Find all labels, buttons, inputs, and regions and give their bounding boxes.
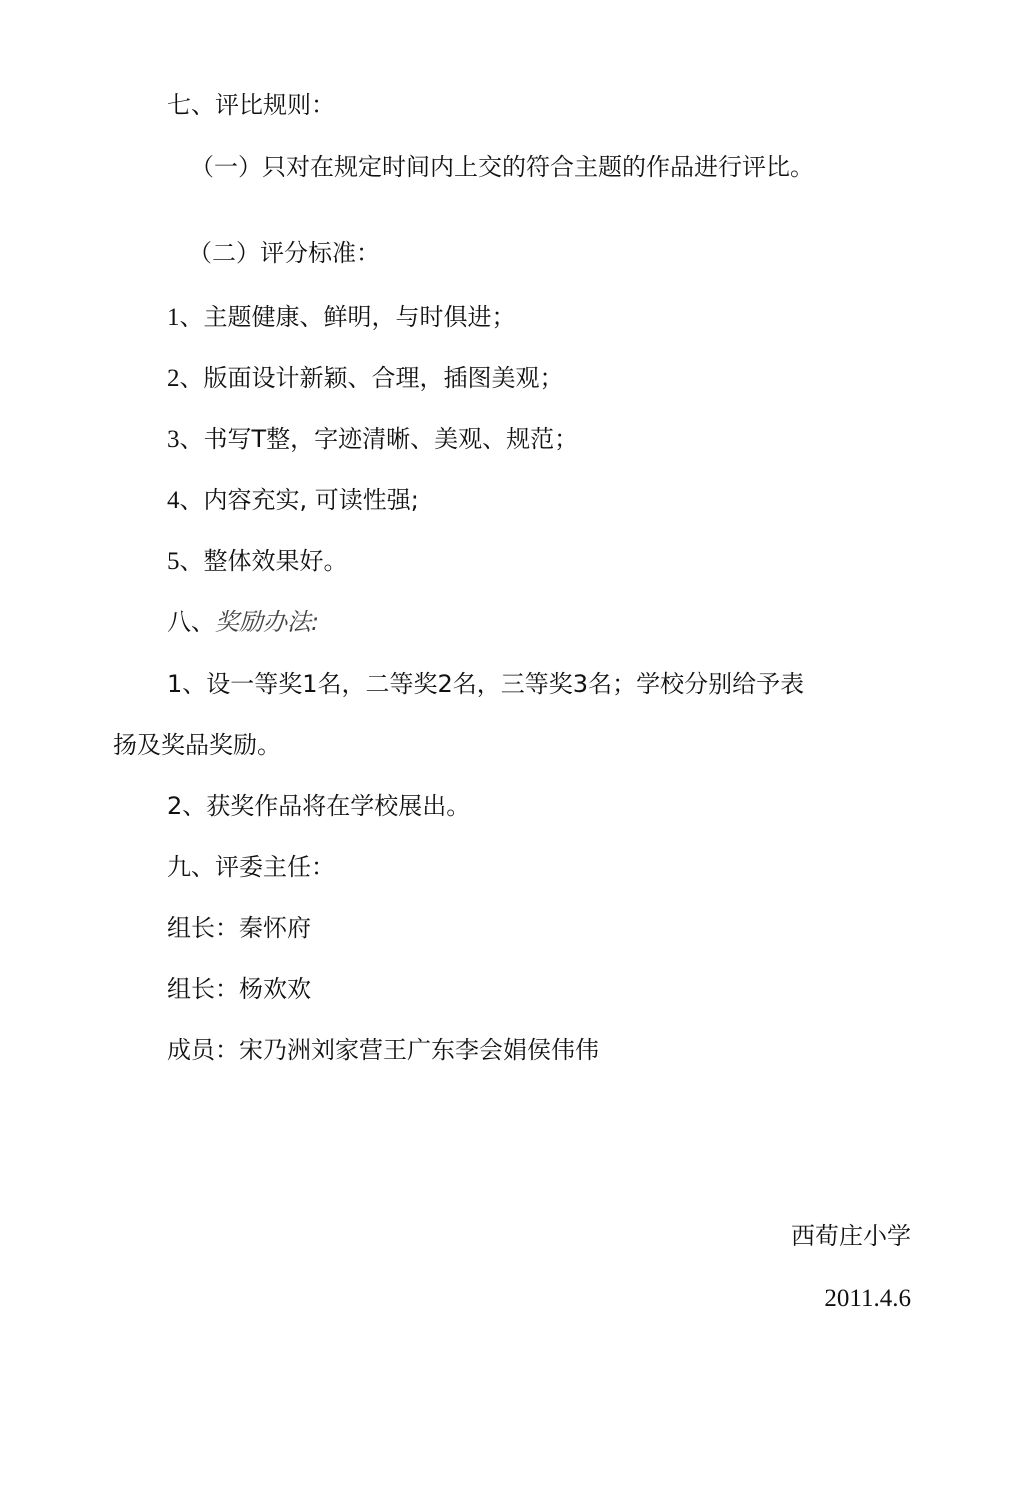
rewards-heading xyxy=(167,610,319,634)
criterion-1 xyxy=(167,305,516,330)
criterion-4 xyxy=(167,488,419,513)
criterion-separator: 、 xyxy=(179,486,204,514)
criterion-text: 内容充实, 可读性强; xyxy=(203,486,419,514)
rule-2-heading: （二）评分标准： xyxy=(188,239,380,267)
criterion-text: 整体效果好。 xyxy=(203,547,348,575)
criterion-separator: 、 xyxy=(179,303,204,331)
criterion-number: 4 xyxy=(167,487,180,514)
criterion-number: 1 xyxy=(167,304,180,331)
reward-1-line-2: 扬及奖品奖励。 xyxy=(113,731,281,759)
rewards-heading-prefix: 八、 xyxy=(167,608,215,636)
criterion-separator: 、 xyxy=(179,364,204,392)
criterion-text: 书写T整，字迹清晰、美观、规范； xyxy=(203,425,579,453)
reward-2: 2、获奖作品将在学校展出。 xyxy=(167,792,471,820)
criterion-text: 主题健康、鲜明，与时俱进； xyxy=(203,303,516,331)
rule-1: （一）只对在规定时间内上交的符合主题的作品进行评比。 xyxy=(190,153,814,181)
judges-heading: 九、评委主任： xyxy=(167,853,335,881)
criterion-number: 2 xyxy=(167,365,180,392)
criterion-number: 3 xyxy=(167,426,180,453)
criterion-separator: 、 xyxy=(179,425,204,453)
criterion-separator: 、 xyxy=(179,547,204,575)
leader-1: 组长：秦怀府 xyxy=(167,914,311,942)
rewards-heading-title: 奖励办法: xyxy=(215,608,320,636)
school-name: 西荀庄小学 xyxy=(791,1222,911,1250)
criterion-2 xyxy=(167,366,564,391)
criterion-3 xyxy=(167,427,578,452)
rules-heading: 七、评比规则： xyxy=(167,91,335,119)
document-date: 2011.4.6 xyxy=(824,1285,911,1312)
reward-1-line-1: 1、设一等奖1名，二等奖2名，三等奖3名；学校分别给予表 xyxy=(167,670,805,698)
leader-2: 组长：杨欢欢 xyxy=(167,975,311,1003)
criterion-text: 版面设计新颖、合理，插图美观； xyxy=(203,364,564,392)
criterion-number: 5 xyxy=(167,548,180,575)
members: 成员：宋乃洲刘家营王广东李会娟侯伟伟 xyxy=(167,1036,599,1064)
criterion-5 xyxy=(167,549,348,574)
